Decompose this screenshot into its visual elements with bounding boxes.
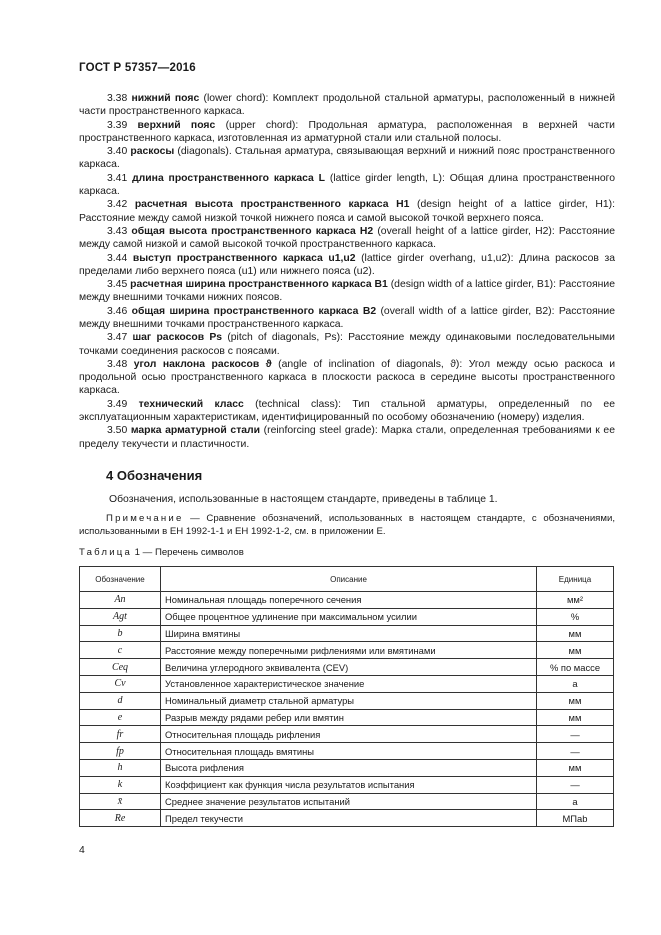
table-row (80, 625, 614, 642)
symbol-cell: c (80, 642, 161, 659)
definition-text: (lattice girder length, L): Общая длина пространственного каркаса. (79, 172, 615, 197)
table-row (80, 810, 614, 827)
definition-term: расчетная высота пространственного каркаса H1 (134, 199, 410, 211)
unit-cell: мм (537, 692, 614, 709)
definition-item (79, 172, 615, 198)
definition-number: 3.45 (107, 279, 128, 291)
unit-cell: — (537, 743, 614, 760)
definition-number: 3.50 (107, 425, 128, 437)
definition-item (79, 331, 615, 357)
definition-term: технический класс (138, 398, 244, 410)
symbol-cell: x̄ (80, 793, 161, 810)
description-cell: Разрыв между рядами ребер или вмятин (161, 709, 537, 726)
unit-cell: мм (537, 642, 614, 659)
definition-text: (overall height of a lattice girder, H2): Расстояние между самой низкой и самой высокой точкой пространственного каркаса. (79, 225, 615, 251)
table-caption-label: Таблица (79, 547, 133, 558)
table-caption-text: 1 — Перечень символов (132, 547, 244, 558)
definition-term: марка арматурной стали (130, 425, 261, 437)
table-row (80, 743, 614, 760)
note (79, 513, 615, 538)
definition-term: общая ширина пространственного каркаса B2 (131, 305, 377, 317)
definition-number: 3.47 (107, 332, 128, 344)
unit-cell: МПаb (537, 810, 614, 827)
definition-text: (reinforcing steel grade): Марка стали, определенная требованиями к ее пределу текучести и пластичности. (79, 425, 615, 450)
definition-text: (lattice girder overhang, u1,u2): Длина раскосов за пределами либо верхнего пояса (u1) или нижнего пояса (u2). (79, 252, 616, 277)
definition-text: (pitch of diagonals, Ps): Расстояние между одинаковыми последовательными точками соединения раскосов с поясами. (79, 332, 615, 357)
symbol-cell: Agt (80, 608, 161, 625)
definition-term: нижний пояс (131, 93, 200, 104)
unit-cell: мм² (537, 592, 614, 609)
unit-cell: — (537, 776, 614, 793)
description-cell: Относительная площадь вмятины (161, 743, 537, 760)
column-header-unit: Единица (537, 567, 614, 592)
definition-number: 3.42 (107, 199, 128, 211)
table-row (80, 608, 614, 625)
definition-item (79, 358, 615, 398)
table-row (80, 793, 614, 810)
definition-text: (diagonals). Стальная арматура, связывающая верхний и нижний пояс пространственного каркаса. (79, 146, 616, 171)
definition-number: 3.46 (107, 305, 128, 317)
definition-item (79, 225, 615, 251)
definition-number: 3.38 (107, 93, 128, 104)
table-row (80, 726, 614, 743)
definition-term: общая высота пространственного каркаса H2 (131, 225, 374, 237)
symbol-cell: Cv (80, 675, 161, 692)
definition-text: (design height of a lattice girder, H1): Расстояние между самой низкой точкой нижнего пояса и самой высокой точкой верхнего пояса. (79, 199, 615, 224)
table-row (80, 692, 614, 709)
document-header: ГОСТ Р 57357—2016 (79, 62, 196, 74)
definitions-list (79, 92, 615, 451)
definition-number: 3.48 (107, 358, 128, 370)
symbol-cell: b (80, 625, 161, 642)
table-caption (79, 547, 244, 558)
unit-cell: — (537, 726, 614, 743)
symbol-cell: Re (80, 810, 161, 827)
table-row (80, 675, 614, 692)
definition-term: шаг раскосов Ps (132, 332, 223, 344)
definition-term: раскосы (130, 146, 175, 158)
definition-number: 3.43 (107, 225, 128, 237)
definition-term: угол наклона раскосов ϑ (133, 358, 272, 370)
definition-text: (angle of inclination of diagonals, ϑ): Угол между осью раскоса и продольной осью пространственного каркаса в плоскости раскоса в середине высоты пространственного каркаса. (79, 358, 616, 397)
definition-item (79, 398, 615, 424)
symbol-cell: k (80, 776, 161, 793)
description-cell: Относительная площадь рифления (161, 726, 537, 743)
unit-cell: % (537, 608, 614, 625)
definition-text: (technical class): Тип стальной арматуры, определенный по ее эксплуатационным характеристикам, идентифицированный по особому обозначению (номеру) изделия. (79, 398, 615, 423)
unit-cell: % по массе (537, 659, 614, 676)
definition-item (79, 278, 615, 304)
column-header-symbol: Обозначение (80, 567, 161, 592)
unit-cell: мм (537, 709, 614, 726)
column-header-description: Описание (161, 567, 537, 592)
definition-term: верхний пояс (137, 119, 216, 131)
description-cell: Предел текучести (161, 810, 537, 827)
unit-cell: мм (537, 759, 614, 776)
definition-number: 3.41 (107, 172, 128, 184)
definition-item (79, 424, 615, 450)
definition-number: 3.49 (107, 398, 128, 410)
unit-cell: мм (537, 625, 614, 642)
table-row (80, 709, 614, 726)
definition-text: (overall width of a lattice girder, B2): Расстояние между внешними точками пространственного каркаса. (79, 305, 615, 330)
section-intro: Обозначения, использованные в настоящем стандарте, приведены в таблице 1. (109, 494, 498, 505)
description-cell: Ширина вмятины (161, 625, 537, 642)
symbol-cell: e (80, 709, 161, 726)
definition-item (79, 145, 615, 171)
symbol-cell: fr (80, 726, 161, 743)
definition-text: (upper chord): Продольная арматура, расположенная в верхней части пространственного каркаса, изготовленная из арматурной стали или стальной полосы. (79, 119, 615, 144)
definition-item (79, 198, 615, 224)
table-row (80, 659, 614, 676)
note-text: — Сравнение обозначений, использованных в настоящем стандарте, с обозначениями, использованными в ЕН 1992-1-1 и ЕН 1992-1-2, см. в приложении Е. (79, 513, 615, 537)
description-cell: Величина углеродного эквивалента (CEV) (161, 659, 537, 676)
section-title: 4 Обозначения (106, 468, 203, 483)
table-header-row (80, 567, 614, 592)
symbol-cell: d (80, 692, 161, 709)
table-row (80, 592, 614, 609)
definition-term: длина пространственного каркаса L (132, 172, 326, 184)
table-row (80, 759, 614, 776)
definition-text: (design width of a lattice girder, B1): Расстояние между внешними точками нижних поясов. (79, 279, 616, 304)
symbols-table (79, 566, 614, 827)
unit-cell: a (537, 675, 614, 692)
definition-term: выступ пространственного каркаса u1,u2 (132, 252, 356, 264)
definition-number: 3.39 (107, 119, 128, 131)
definition-item (79, 252, 615, 278)
description-cell: Среднее значение результатов испытаний (161, 793, 537, 810)
symbol-cell: fp (80, 743, 161, 760)
definition-number: 3.40 (107, 146, 128, 158)
table-row (80, 776, 614, 793)
description-cell: Высота рифления (161, 759, 537, 776)
symbol-cell: Ceq (80, 659, 161, 676)
table-row (80, 642, 614, 659)
unit-cell: a (537, 793, 614, 810)
definition-number: 3.44 (107, 252, 128, 264)
description-cell: Коэффициент как функция числа результатов испытания (161, 776, 537, 793)
description-cell: Номинальная площадь поперечного сечения (161, 592, 537, 609)
definition-item (79, 92, 615, 118)
definition-term: расчетная ширина пространственного каркаса B1 (130, 279, 388, 291)
note-label: Примечание (106, 513, 184, 524)
page-number: 4 (79, 845, 85, 856)
description-cell: Расстояние между поперечными рифлениями или вмятинами (161, 642, 537, 659)
definition-text: (lower chord): Комплект продольной стальной арматуры, расположенный в нижней части пространственного каркаса. (79, 93, 616, 118)
description-cell: Номинальный диаметр стальной арматуры (161, 692, 537, 709)
symbol-cell: An (80, 592, 161, 609)
description-cell: Общее процентное удлинение при максимальном усилии (161, 608, 537, 625)
symbol-cell: h (80, 759, 161, 776)
definition-item (79, 119, 615, 145)
description-cell: Установленное характеристическое значение (161, 675, 537, 692)
definition-item (79, 305, 615, 331)
